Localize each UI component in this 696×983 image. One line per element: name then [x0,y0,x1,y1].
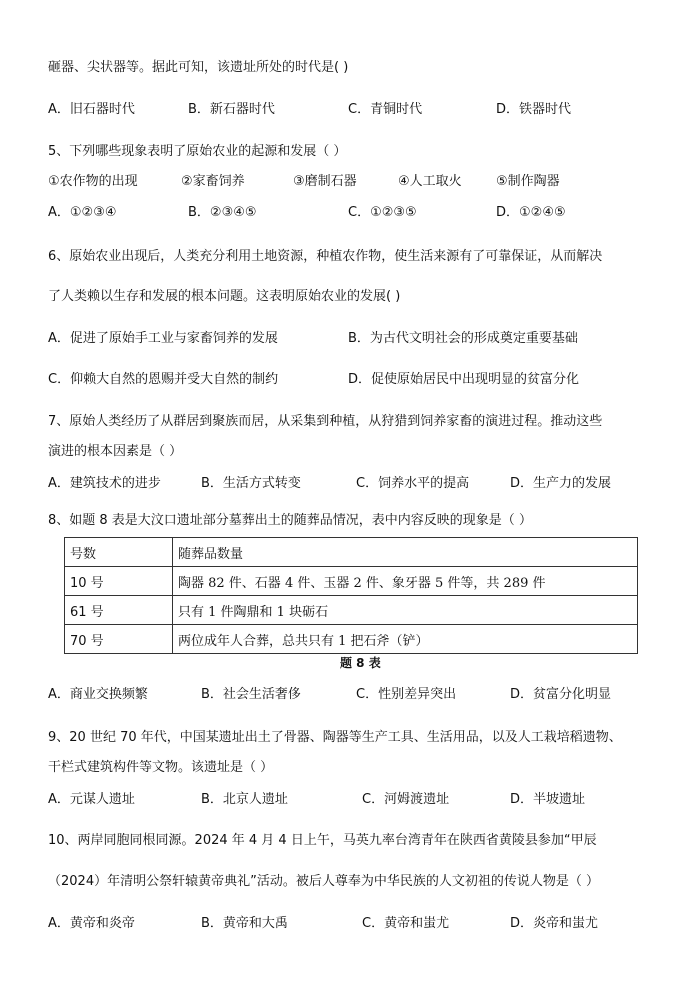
q4-stem-continuation: 砸器、尖状器等。据此可知，该遗址所处的时代是( ) [48,60,349,75]
q5-option-b[interactable]: B．②③④⑤ [188,205,257,220]
q5-item-5: ⑤制作陶器 [496,174,560,189]
q8-stem: 8、如题 8 表是大汶口遗址部分墓葬出土的随葬品情况，表中内容反映的现象是（ ） [48,513,532,528]
q8-option-b[interactable]: B．社会生活奢侈 [201,687,301,702]
table-row [65,596,638,625]
table-header-cell: 随葬品数量 [173,538,638,567]
q9-option-c[interactable]: C．河姆渡遗址 [362,792,450,807]
q9-stem-line2: 干栏式建筑构件等文物。该遗址是（ ） [48,760,274,775]
q5-item-3: ③磨制石器 [293,174,357,189]
table-cell: 61 号 [65,596,173,625]
q10-stem-line1: 10、两岸同胞同根同源。2024 年 4 月 4 日上午，马英九率台湾青年在陕西省黄陵县参加“甲辰 [48,833,597,848]
q5-option-d[interactable]: D．①②④⑤ [496,205,566,220]
table-row [65,567,638,596]
q4-option-d[interactable]: D．铁器时代 [496,102,572,117]
table-cell: 陶器 82 件、石器 4 件、玉器 2 件、象牙器 5 件等，共 289 件 [173,567,638,596]
q10-option-a[interactable]: A．黄帝和炎帝 [48,916,135,931]
table-header-cell: 号数 [65,538,173,567]
q8-option-c[interactable]: C．性别差异突出 [356,687,457,702]
table-cell: 70 号 [65,625,173,654]
q9-option-b[interactable]: B．北京人遗址 [201,792,288,807]
table-cell: 10 号 [65,567,173,596]
q9-option-d[interactable]: D．半坡遗址 [510,792,586,807]
q6-stem-line1: 6、原始农业出现后，人类充分利用土地资源，种植农作物，使生活来源有了可靠保证，从而解决 [48,249,603,264]
q7-option-d[interactable]: D．生产力的发展 [510,476,612,491]
q6-option-c[interactable]: C．仰赖大自然的恩赐并受大自然的制约 [48,372,279,387]
q9-stem-line1: 9、20 世纪 70 年代，中国某遗址出土了骨器、陶器等生产工具、生活用品，以及人工栽培稻遗物、 [48,730,622,745]
q5-stem: 5、下列哪些现象表明了原始农业的起源和发展（ ） [48,144,347,159]
q7-stem-line2: 演进的根本因素是（ ） [48,444,183,459]
q5-option-c[interactable]: C．①②③⑤ [348,205,417,220]
q6-option-a[interactable]: A．促进了原始手工业与家畜饲养的发展 [48,331,278,346]
q7-stem-line1: 7、原始人类经历了从群居到聚族而居，从采集到种植，从狩猎到饲养家畜的演进过程。推动这些 [48,414,603,429]
q6-stem-line2: 了人类赖以生存和发展的根本问题。这表明原始农业的发展( ) [48,289,401,304]
table-cell: 只有 1 件陶鼎和 1 块砺石 [173,596,638,625]
q7-option-b[interactable]: B．生活方式转变 [201,476,301,491]
q10-option-d[interactable]: D．炎帝和蚩尤 [510,916,599,931]
q5-item-1: ①农作物的出现 [48,174,138,189]
q7-option-a[interactable]: A．建筑技术的进步 [48,476,161,491]
q6-option-b[interactable]: B．为古代文明社会的形成奠定重要基础 [348,331,578,346]
q8-table [64,537,638,654]
table-cell: 两位成年人合葬，总共只有 1 把石斧（铲） [173,625,638,654]
q10-option-b[interactable]: B．黄帝和大禹 [201,916,288,931]
q5-item-4: ④人工取火 [398,174,462,189]
q8-table-caption: 题 8 表 [340,656,381,670]
q6-option-d[interactable]: D．促使原始居民中出现明显的贫富分化 [348,372,580,387]
q5-option-a[interactable]: A．①②③④ [48,205,117,220]
q10-option-c[interactable]: C．黄帝和蚩尤 [362,916,450,931]
table-row [65,625,638,654]
q10-stem-line2: （2024）年清明公祭轩辕黄帝典礼”活动。被后人尊奉为中华民族的人文初祖的传说人物是（ ） [48,874,599,889]
q4-option-a[interactable]: A．旧石器时代 [48,102,135,117]
q8-option-a[interactable]: A．商业交换频繁 [48,687,148,702]
q4-option-c[interactable]: C．青铜时代 [348,102,423,117]
table-header-row [65,538,638,567]
q8-option-d[interactable]: D．贫富分化明显 [510,687,612,702]
q4-option-b[interactable]: B．新石器时代 [188,102,275,117]
q7-option-c[interactable]: C．饲养水平的提高 [356,476,470,491]
q5-item-2: ②家畜饲养 [181,174,245,189]
q9-option-a[interactable]: A．元谋人遗址 [48,792,135,807]
